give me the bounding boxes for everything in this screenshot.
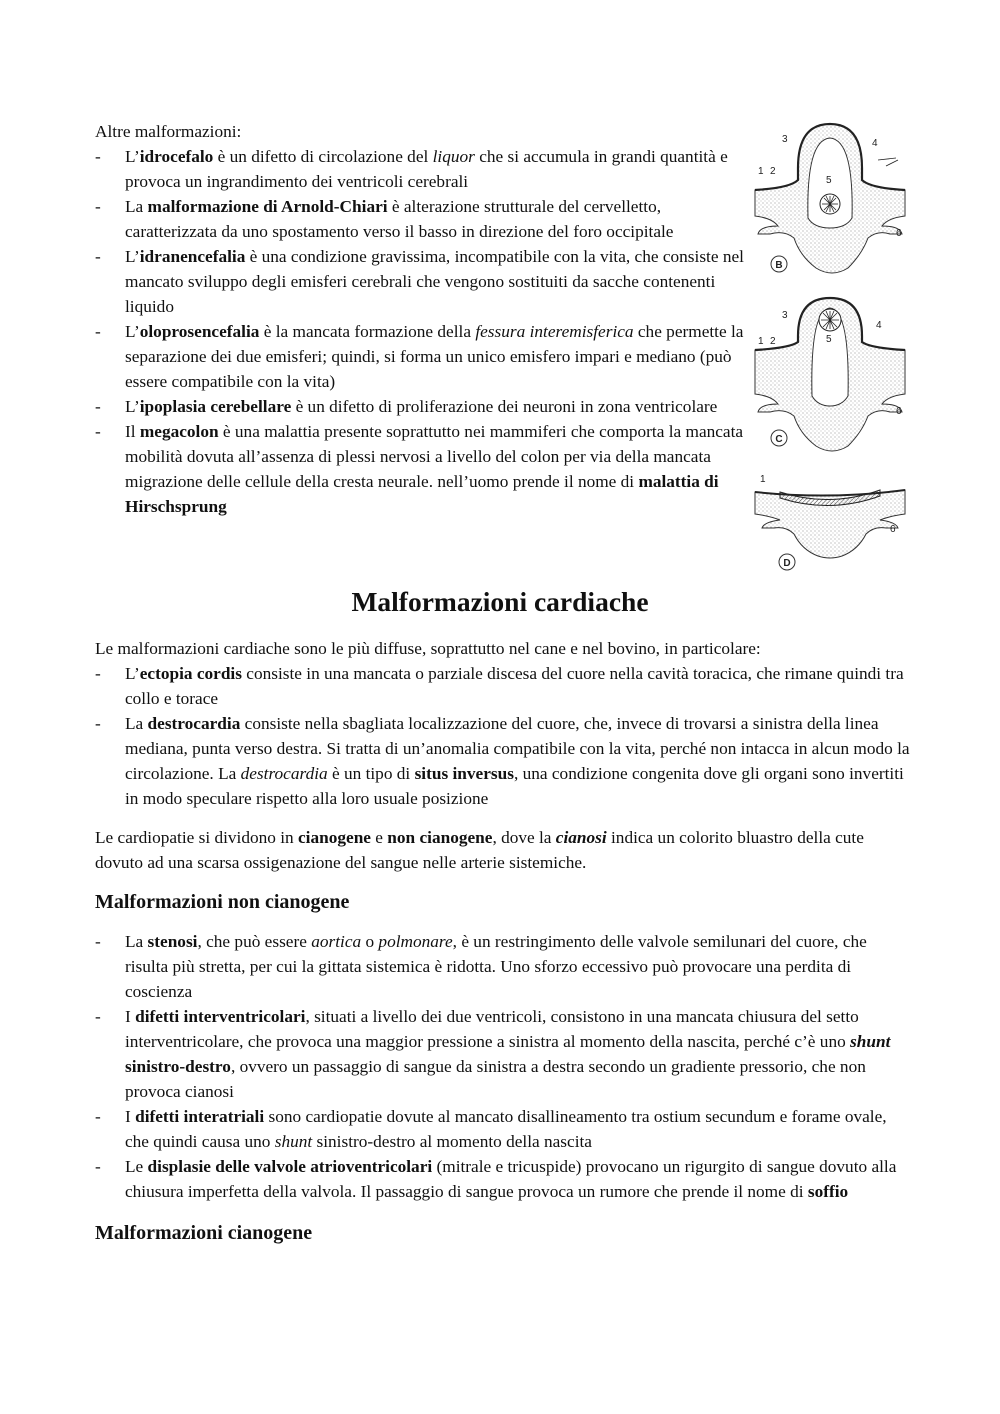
list-item-stenosi: - La stenosi, che può essere aortica o polmonare, è un restringimento delle valvole semilunari del cuore, che risulta più stretta, per cui la gittata sistemica è ridotta. Uno sforzo eccessivo può provocare una perdita di coscienza [95,929,910,1004]
list-item-idrocefalo: - L’idrocefalo è un difetto di circolazione del liquor che si accumula in grandi quantità e provoca un ingrandimento dei ventricoli cerebrali [95,144,745,194]
list-item-difetti-interatriali: - I difetti interatriali sono cardiopatie dovute al mancato disallineamento tra ostium secundum e forame ovale, che quindi causa uno shunt sinistro-destro al momento della nascita [95,1104,910,1154]
noncyan-list [95,929,910,1204]
fig-b-letter: B [775,260,783,271]
cardiac-section [95,636,910,1246]
fig-b-label-2: 2 [770,166,776,177]
cardiac-list [95,661,910,811]
list-item-displasie-valvole: - Le displasie delle valvole atrioventricolari (mitrale e tricuspide) provocano un rigurgito di sangue dovuto alla chiusura imperfetta della valvola. Il passaggio di sangue provoca un rumore che prende il nome di soffio [95,1154,910,1204]
fig-d-label-1: 1 [760,474,766,485]
fig-d-letter: D [783,558,791,569]
cyan-heading: Malformazioni cianogene [95,1222,313,1244]
fig-d-label-6: 6 [890,524,896,535]
fig-c-label-2: 2 [770,336,776,347]
other-malformations-list [95,144,745,519]
other-malformations-intro: Altre malformazioni: [95,122,242,141]
figure-d [755,474,905,570]
figure-b [755,124,905,273]
list-item-oloprosencefalia: - L’oloprosencefalia è la mancata formazione della fessura interemisferica che permette la separazione dei due emisferi; quindi, si forma un unico emisfero impari e mediano (può essere compatibile con la vita) [95,319,745,394]
fig-c-label-4: 4 [876,320,882,331]
fig-c-label-3: 3 [782,310,788,321]
cardiopatie-paragraph: Le cardiopatie si dividono in cianogene e non cianogene, dove la cianosi indica un colorito bluastro della cute dovuto ad una scarsa ossigenazione del sangue nelle arterie sistemiche. [95,828,864,872]
fig-b-label-6: 6 [896,228,902,239]
fig-b-label-4: 4 [872,138,878,149]
fig-c-label-1: 1 [758,336,764,347]
noncyan-heading: Malformazioni non cianogene [95,891,350,913]
neural-tube-figures [750,118,910,578]
fig-b-label-3: 3 [782,134,788,145]
fig-b-label-1: 1 [758,166,764,177]
cardiac-intro: Le malformazioni cardiache sono le più diffuse, soprattutto nel cane e nel bovino, in particolare: [95,639,761,658]
list-item-difetti-interventricolari: - I difetti interventricolari, situati a livello dei due ventricoli, consistono in una mancata chiusura del setto interventricolare, che provoca una maggior pressione a sinistra al momento della nascita, perché c’è uno shunt sinistro-destro, ovvero un passaggio di sangue da sinistra a destra secondo un gradiente pressorio, che non provoca cianosi [95,1004,910,1104]
fig-c-letter: C [775,434,783,445]
list-item-idranencefalia: - L’idranencefalia è una condizione gravissima, incompatibile con la vita, che consiste nel mancato sviluppo degli emisferi cerebrali che vengono sostituiti da sacche contenenti liquido [95,244,745,319]
list-item-megacolon: - Il megacolon è una malattia presente soprattutto nei mammiferi che comporta la mancata mobilità dovuta all’assenza di plessi nervosi a livello del colon per via della mancata migrazione delle cellule della cresta neurale. nell’uomo prende il nome di malattia di Hirschsprung [95,419,745,519]
section-title: Malformazioni cardiache [351,586,649,617]
fig-c-label-5: 5 [826,334,832,345]
other-malformations-section [95,119,745,519]
list-item-ectopia-cordis: - L’ectopia cordis consiste in una mancata o parziale discesa del cuore nella cavità toracica, che rimane quindi tra collo e torace [95,661,910,711]
list-item-arnold-chiari: - La malformazione di Arnold-Chiari è alterazione strutturale del cervelletto, caratterizzata da uno spostamento verso il basso in direzione del foro occipitale [95,194,745,244]
list-item-destrocardia: - La destrocardia consiste nella sbagliata localizzazione del cuore, che, invece di trovarsi a sinistra della linea mediana, punta verso destra. Si tratta di un’anomalia compatibile con la vita, perché non intacca in alcun modo la circolazione. La destrocardia è un tipo di situs inversus, una condizione congenita dove gli organi sono invertiti in modo speculare rispetto alla loro usuale posizione [95,711,910,811]
fig-c-label-6: 6 [896,406,902,417]
fig-b-label-5: 5 [826,175,832,186]
figure-c [755,298,905,451]
list-item-ipoplasia-cerebellare: - L’ipoplasia cerebellare è un difetto di proliferazione dei neuroni in zona ventricolare [95,394,745,419]
